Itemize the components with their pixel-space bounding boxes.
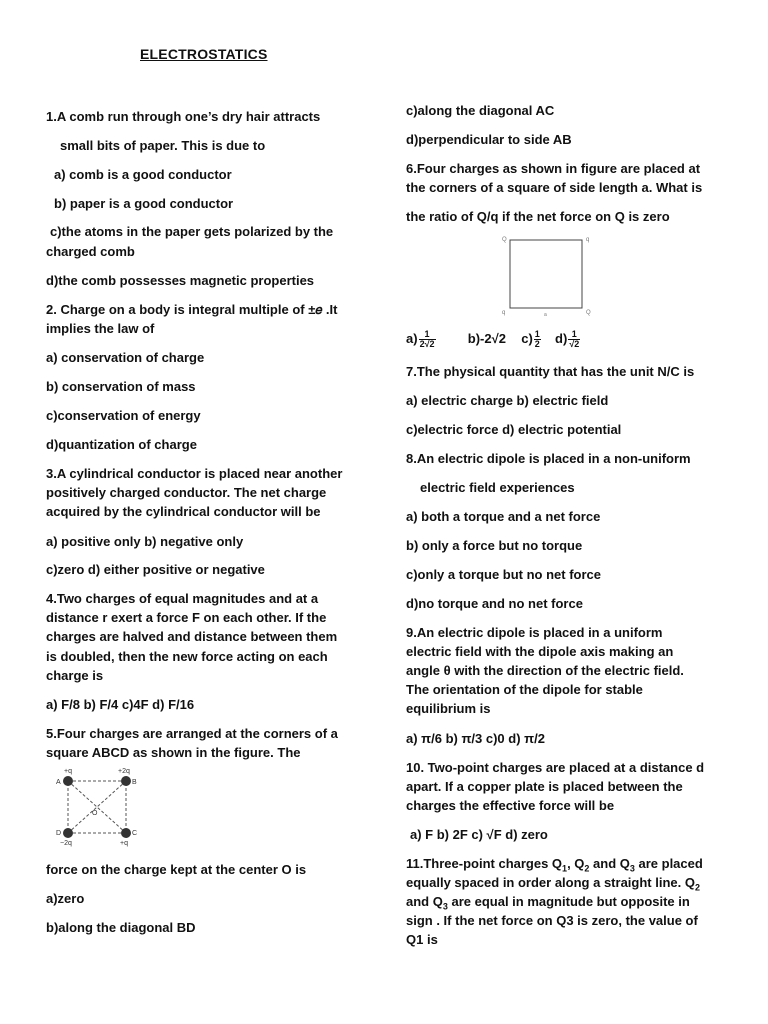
question-line: 2. Charge on a body is integral multiple of ±𝑒 .It <box>46 302 338 317</box>
question-line: c)along the diagonal AC <box>406 103 555 118</box>
q6-option-c-fraction <box>534 330 541 349</box>
square-abcd-svg <box>52 765 144 847</box>
square-side-a-svg <box>500 232 596 316</box>
q11-sub: 3 <box>629 863 635 874</box>
question-line: c)conservation of energy <box>46 408 201 423</box>
q6-option-c-num: 1 <box>534 329 540 340</box>
question-line: the corners of a square of side length a. What is <box>406 180 703 195</box>
question-line: a) F/8 b) F/4 c)4F d) F/16 <box>46 697 195 712</box>
q11-text: are placed <box>634 856 703 871</box>
question-line: c)only a torque but no net force <box>406 567 602 582</box>
question-line: electric field with the dipole axis making an <box>406 644 674 659</box>
q6-option-d-den: √2 <box>569 339 580 350</box>
question-line: implies the law of <box>46 321 155 336</box>
question-line: charged comb <box>46 244 135 259</box>
question-line: small bits of paper. This is due to <box>60 138 266 153</box>
corner-label-b: B <box>132 779 137 786</box>
question-line: b) conservation of mass <box>46 379 196 394</box>
q11-sub: 2 <box>694 882 700 893</box>
question-line: a) comb is a good conductor <box>54 167 232 182</box>
q11-text: , Q <box>567 856 585 871</box>
q11-line-5: Q1 is <box>406 932 438 947</box>
question-line: 7.The physical quantity that has the unit N/C is <box>406 364 695 379</box>
question-line: 1.A comb run through one’s dry hair attracts <box>46 109 321 124</box>
charge-a <box>63 776 73 786</box>
fig6-label-br: Q <box>586 310 591 316</box>
question-line: charge is <box>46 668 104 683</box>
q6-option-d-fraction <box>568 330 580 349</box>
question-line: c)electric force d) electric potential <box>406 422 622 437</box>
page-title: ELECTROSTATICS <box>140 46 268 62</box>
q6-option-a-label: a) <box>406 331 418 346</box>
question-line: 4.Two charges of equal magnitudes and at a <box>46 591 319 606</box>
question-line: 5.Four charges are arranged at the corners of a <box>46 726 338 741</box>
question-line: 3.A cylindrical conductor is placed near another <box>46 466 343 481</box>
q6-option-a-fraction <box>419 330 436 349</box>
question-line: charges are halved and distance between them <box>46 629 338 644</box>
q11-text: 11.Three-point charges Q <box>406 856 563 871</box>
question-line: equilibrium is <box>406 701 491 716</box>
question-line: a) F b) 2F c) √F d) zero <box>410 827 548 842</box>
charge-c <box>121 828 131 838</box>
fig6-label-tr: q <box>586 237 590 243</box>
q11-line-4: sign . If the net force on Q3 is zero, the value of <box>406 913 698 928</box>
fig6-label-bl: q <box>502 310 506 316</box>
q11-text: equally spaced in order along a straight line. Q <box>406 875 695 890</box>
question-line: electric field experiences <box>420 480 575 495</box>
square-side-a-figure <box>500 232 596 316</box>
question-line: apart. If a copper plate is placed between the <box>406 779 683 794</box>
charge-b <box>121 776 131 786</box>
q6-option-a-den: 2√2 <box>419 339 435 350</box>
charge-label-b: +2q <box>118 768 130 775</box>
question-line: distance r exert a force F on each other. If the <box>46 610 327 625</box>
question-line: c)the atoms in the paper gets polarized by the <box>50 224 334 239</box>
question-line: angle θ with the direction of the electric field. <box>406 663 684 678</box>
corner-label-d: D <box>56 830 62 837</box>
question-line: The orientation of the dipole for stable <box>406 682 643 697</box>
charge-label-a: +q <box>64 768 72 775</box>
charge-label-d: −2q <box>60 840 72 847</box>
q6-option-b: b)-2√2 <box>467 331 506 346</box>
question-line: acquired by the cylindrical conductor will be <box>46 504 321 519</box>
q11-text: are equal in magnitude but opposite in <box>447 894 690 909</box>
fig6-label-tl: Q <box>502 237 507 243</box>
question-line: a) π/6 b) π/3 c)0 d) π/2 <box>406 731 545 746</box>
question-line: b) only a force but no torque <box>406 538 583 553</box>
question-line: charges the effective force will be <box>406 798 615 813</box>
question-line: d)quantization of charge <box>46 437 197 452</box>
charge-label-c: +q <box>120 840 128 847</box>
q11-text: and Q <box>406 894 443 909</box>
q6-option-c-den: 2 <box>534 339 540 350</box>
q11-sub: 3 <box>442 901 448 912</box>
question-line: 8.An electric dipole is placed in a non-uniform <box>406 451 691 466</box>
q11-sub: 2 <box>584 863 590 874</box>
corner-label-c: C <box>132 830 138 837</box>
q6-option-d-num: 1 <box>568 330 580 340</box>
q6-options <box>406 330 581 349</box>
question-line: b) paper is a good conductor <box>54 196 234 211</box>
question-line: a) positive only b) negative only <box>46 534 244 549</box>
question-line: d)perpendicular to side AB <box>406 132 572 147</box>
question-line: a) both a torque and a net force <box>406 509 601 524</box>
q11-text: and Q <box>589 856 630 871</box>
q6-option-c-label: c) <box>521 331 533 346</box>
question-line: d)no torque and no net force <box>406 596 583 611</box>
question-line: c)zero d) either positive or negative <box>46 562 265 577</box>
question-line: b)along the diagonal BD <box>46 920 196 935</box>
question-line: 10. Two-point charges are placed at a distance d <box>406 760 705 775</box>
fig6-label-side: a <box>544 312 547 316</box>
q11-sub: 1 <box>562 863 568 874</box>
q6-option-d-label: d) <box>555 331 568 346</box>
question-line: positively charged conductor. The net charge <box>46 485 327 500</box>
question-line: is doubled, then the new force acting on each <box>46 649 328 664</box>
question-line: a) conservation of charge <box>46 350 205 365</box>
question-line: the ratio of Q/q if the net force on Q is zero <box>406 209 670 224</box>
q6-option-a-num: 1 <box>419 330 436 340</box>
center-label-o: O <box>92 810 98 817</box>
question-line: force on the charge kept at the center O is <box>46 862 307 877</box>
question-line: d)the comb possesses magnetic properties <box>46 273 315 288</box>
question-line: 6.Four charges as shown in figure are placed at <box>406 161 701 176</box>
square-abcd-figure <box>52 765 144 847</box>
corner-label-a: A <box>56 779 61 786</box>
charge-d <box>63 828 73 838</box>
question-line: a) electric charge b) electric field <box>406 393 609 408</box>
question-line: a)zero <box>46 891 85 906</box>
question-line: 9.An electric dipole is placed in a uniform <box>406 625 663 640</box>
question-line: square ABCD as shown in the figure. The <box>46 745 301 760</box>
